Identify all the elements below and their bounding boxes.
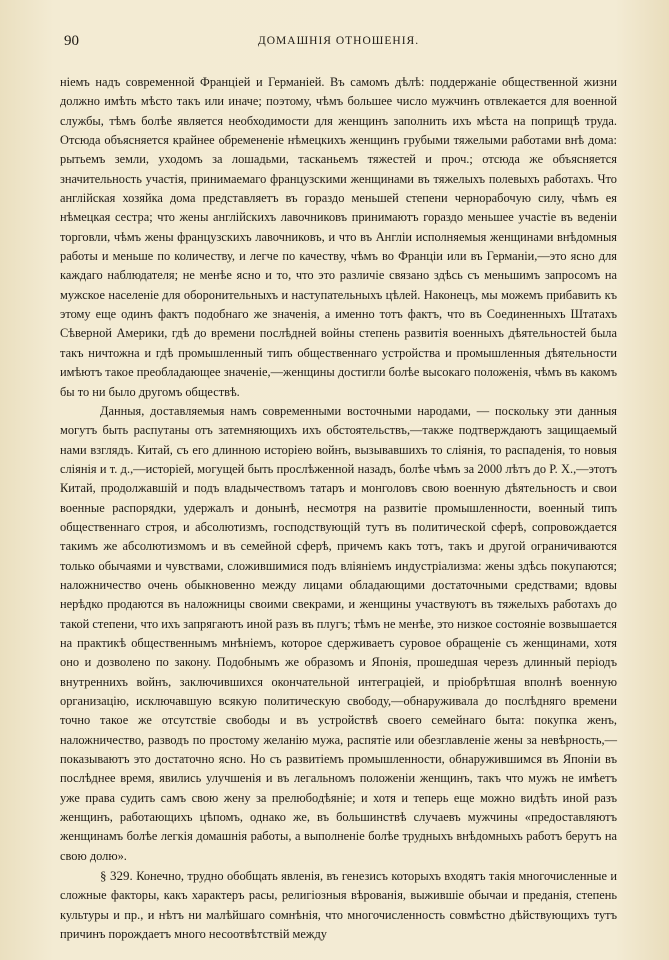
section-text: Конечно, трудно обобщать явленія, въ генезисъ которыхъ входятъ такія многочисленные и сложные факторы, какъ характеръ расы, религіозныя вѣрованія, выжившіе обычаи и преданія, степень культуры и пр., и нѣтъ ни малѣйшаго сомнѣнія, что многочисленность совмѣстно дѣйствующихъ тутъ причинъ порождаетъ много несоотвѣтствій между — [60, 869, 618, 942]
running-head — [60, 33, 617, 55]
running-title: ДОМАШНІЯ ОТНОШЕНІЯ. — [257, 35, 420, 47]
paragraph-eastern-peoples: Данныя, доставляемыя намъ современными восточными народами, — поскольку эти данныя могутъ быть распутаны отъ затемняющихъ ихъ обстоятельствъ,—также подтверждаютъ защищаемый нами взглядъ. Китай, съ его длинною исторіею войнъ, вызывавшихъ то слiянія, то распаденія, то новыя сліянія и т. д.,—исторіей, могущей быть прослѣженной назадъ, болѣе чѣмъ за 2000 лѣтъ до Р. X.,—этотъ Китай, продолжавшій и подъ владычествомъ татаръ и монголовъ свою военную дѣятельность и свои военные распорядки, удержалъ и донынѣ, несмотря на развитіе промышленности, военный типъ общественнаго строя, и абсолютизмъ, господствующій тутъ въ политической сферѣ, сопровождается такимъ же абсолютизмомъ и въ семейной сферѣ, причемъ какъ тотъ, такъ и другой ограничиваются только обычаями и чувствами, сложившимися подъ вліяніемъ индустріализма: жены здѣсь покупаются; наложничество очень обыкновенно между лицами обладающими достаточными средствами; вдовы нерѣдко продаются въ наложницы своими свекрами, и женщины участвуютъ въ тяжелыхъ работахъ до такой степени, что ихъ запрягаютъ иной разъ въ плугъ; тѣмъ не менѣе, это низкое состояніе возвышается на практикѣ общественнымъ мнѣніемъ, которое сдерживаетъ суровое обращеніе съ женщинами, хотя оно и дозволено по закону. Подобнымъ же образомъ и Японія, прошедшая черезъ длинный періодъ внутреннихъ войнъ, заключившихся окончательной интеграціей, и пріобрѣтшая вполнѣ военную организацію, исключавшую всякую политическую свободу,—обнаруживала до послѣдняго времени точно такое же отсутствіе свободы и въ устройствѣ своего семейнаго быта: покупка женъ, наложничество, разводъ по простому желанію мужа, распятіе или обезглавленіе жены за невѣрность,—показываютъ это достаточно ясно. Но съ развитіемъ промышленности, обнаружившимся въ Японіи въ послѣднее время, явились улучшенія и въ легальномъ положеніи женщинъ, такъ что мужъ не имѣетъ уже права судить самъ свою жену за прелюбодѣяніе; и хотя и теперь еще можно видѣть иной разъ женщинъ, работающихъ цѣпомъ, однако же, въ большинствѣ случаевъ мужчины «предоставляютъ женщинамъ болѣе легкія домашнія работы, а выполненіе болѣе трудныхъ внѣдомныхъ работъ берутъ на свою долю». — [60, 403, 617, 863]
section-number: § 329. — [100, 868, 133, 884]
paragraph-section-329 — [60, 866, 617, 944]
page-number: 90 — [64, 33, 79, 49]
body-text — [60, 73, 617, 944]
paragraph-continuation: ніемъ надъ современной Франціей и Германіей. Въ самомъ дѣлѣ: поддержаніе общественной жизни должно имѣть мѣсто такъ или иначе; поэтому, чѣмъ большее число мужчинъ отвлекается для военной службы, тѣмъ болѣе является необходимости для женщинъ заполнить ихъ мѣста на поприщѣ труда. Отсюда объясняется крайнее обремененіе нѣмецкихъ женщинъ грубыми тяжелыми работами внѣ дома: рытьемъ земли, уходомъ за лошадьми, тасканьемъ тяжестей и проч.; отсюда же объясняется значительность участія, принимаемаго французскими женщинами въ тяжелыхъ полевыхъ работахъ. Что англійская хозяйка дома представляетъ въ гораздо меньшей степени чернорабочую силу, чѣмъ ея нѣмецкая сестра; что жены англійскихъ лавочниковъ принимаютъ гораздо меньшее участіе въ веденіи торговли, чѣмъ жены французскихъ лавочниковъ, и что въ Англіи исполняемыя женщинами внѣдомныя работы и меньше по количеству, и легче по качеству, чѣмъ во Франціи или въ Германіи,—это ясно для каждаго наблюдателя; не менѣе ясно и то, что это различіе связано здѣсь съ меньшимъ запросомъ на мужское населеніе для оборонительныхъ и наступательныхъ цѣлей. Наконецъ, мы можемъ прибавить къ этому еще одинъ фактъ подобнаго же значенія, а именно тотъ фактъ, что въ Соединенныхъ Штатахъ Сѣверной Америки, гдѣ до времени послѣдней войны степень развитія военныхъ дѣятельностей была такъ ничтожна и гдѣ промышленный типъ общественнаго устройства и промышленныя дѣятельности имѣютъ такое преобладающее значеніе,—женщины достигли болѣе высокаго положенія, чѣмъ въ какомъ бы то ни было другомъ обществѣ. — [60, 75, 617, 399]
